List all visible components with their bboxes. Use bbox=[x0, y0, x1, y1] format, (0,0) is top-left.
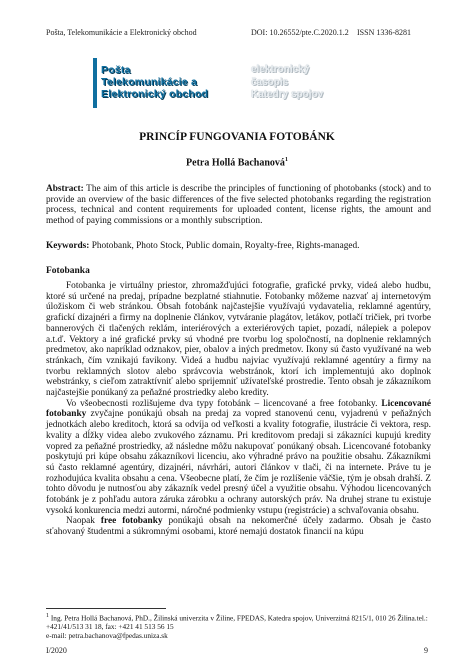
author bbox=[0, 157, 474, 168]
keywords bbox=[46, 241, 431, 252]
journal-logo bbox=[93, 58, 383, 110]
logo-line: Pošta bbox=[101, 64, 131, 76]
author-footnote-mark: 1 bbox=[284, 157, 288, 163]
logo-line: Telekomunikácie a bbox=[101, 76, 197, 88]
paragraph-2-bold: Licencované fotobanky bbox=[46, 398, 431, 420]
footnote-address bbox=[46, 612, 431, 632]
keywords-label: Keywords: bbox=[46, 241, 90, 251]
paragraph-3-rest: ponúkajú obsah na nekomerčné účely zadarmo. Obsah je často sťahovaný študentmi a súkromnými osobami, ktoré nemajú dostatok financií na kúpu bbox=[46, 516, 432, 538]
author-name: Petra Hollá Bachanová bbox=[186, 157, 285, 169]
footnote-rule bbox=[46, 608, 166, 609]
logo-line: Katedry spojov bbox=[251, 89, 324, 100]
page-number: 9 bbox=[424, 646, 428, 655]
doi: DOI: 10.26552/pte.C.2020.1.2 bbox=[251, 28, 349, 37]
logo-line: časopis bbox=[251, 76, 289, 88]
logo-accent-bar bbox=[93, 58, 97, 108]
paper-title: PRINCÍP FUNGOVANIA FOTOBÁNK bbox=[139, 131, 335, 143]
issn: ISSN 1336-8281 bbox=[357, 28, 412, 37]
logo-title bbox=[101, 64, 251, 104]
logo-subtitle bbox=[251, 64, 381, 104]
journal-name: Pošta, Telekomunikácie a Elektronický obchod bbox=[46, 28, 197, 37]
abstract-label: Abstract: bbox=[46, 184, 84, 194]
section-heading: Fotobanka bbox=[46, 266, 90, 276]
issue-number: I/2020 bbox=[46, 646, 67, 655]
paragraph-2-text: Vo všeobecnosti rozlišujeme dva typy fotobánk – licencované a free fotobanky. bbox=[66, 398, 382, 409]
body-text bbox=[46, 281, 431, 538]
paragraph-2-rest: zvyčajne ponúkajú obsah na predaj za vopred stanovenú cenu, vyjadrenú v peňažných jednotkách alebo kreditoch, ktorá sa odvíja od veľkosti a kvality fotografie, ilustrácie či vektora, resp. kvality a dĺžky videa alebo zvukového záznamu. Pri kreditovom predaji si zákazníci kupujú kredity vopred za peňažné prostriedky, až následne môžu nakupovať ponúkaný obsah. Licencované fotobanky poskytujú pri kúpe obsahu zákazníkovi licenciu, ako výhradné právo na použitie obsahu. Zákazníkmi sú často reklamné agentúry, dizajnéri, návrhári, autori článkov v tlači, či na internete. Práve tu je rozhodujúca kvalita obsahu a cena. Všeobecne platí, že čím je rozlíšenie väčšie, tým je obsah drahší. Z tohto dôvodu je nutnosťou aby zákazník vedel presný účel a využitie obsahu. Výhodou licencovaných fotobánk je z pohľadu autora záruka zárobku a ochrany autorských práv. Na druhej strane tu existuje vysoká konkurencia medzi autormi, náročné podmienky vstupu (registrácie) a schvaľovania obsahu. bbox=[46, 409, 431, 516]
paragraph-3-text: Naopak bbox=[66, 516, 101, 527]
paragraph-3 bbox=[46, 516, 431, 537]
logo-line: Elektronický obchod bbox=[101, 88, 209, 100]
keywords-text: Photobank, Photo Stock, Public domain, Royalty-free, Rights-managed. bbox=[89, 241, 360, 251]
footnote bbox=[46, 612, 431, 640]
paragraph-2 bbox=[46, 399, 431, 517]
footnote-text: Ing. Petra Hollá Bachanová, PhD., Žilinská univerzita v Žiline, FPEDAS, Katedra spojov, Univerzitná 8215/1, 010 26 Žilina.tel.: +421/41/513 31 18, fax: +421 41 513 56 15 bbox=[46, 613, 428, 632]
paragraph-3-bold: free fotobanky bbox=[100, 516, 163, 527]
abstract bbox=[46, 184, 431, 227]
paragraph-1: Fotobanka je virtuálny priestor, zhromažďujúci fotografie, grafické prvky, videá alebo hudbu, ktoré sú určené na predaj, prípadne bezplatné stiahnutie. Fotobanky môžeme nazvať aj internetovým úložiskom či web stránkou. Obsah fotobánk najčastejšie využívajú vydavatelia, reklamné agentúry, grafickí dizajnéri a firmy na doplnenie článkov, vytváranie plagátov, letákov, potlačí tričiek, pri tvorbe bannerových či tlačených reklám, interiérových a exteriérových tapiet, pozadí, nálepiek a polepov a.t.ď. Vektory a iné grafické prvky sú vhodné pre tvorbu log spoločností, na doplnenie reklamných predmetov, ako napríklad odznakov, pier, obalov a iných predmetov. Ikony sú často využívané na web stránkach, čím vznikajú favikony. Videá a hudbu najviac využívajú reklamné agentúry a firmy na tvorbu reklamných slotov alebo správcovia webstránok, ktorí ich implementujú ako doplnok webstránky, s cieľom zatraktívniť alebo sprijemniť užívateľské prostredie. Tento obsah je zákazníkom najčastejšie ponúkaný za peňažné prostriedky alebo kredity. bbox=[46, 281, 431, 399]
abstract-text: The aim of this article is describe the principles of functioning of photobanks (stock) and to provide an overview of the basic differences of the five selected photobanks regarding the registration process, technical and content requirements for uploaded content, license rights, the amount and method of paying commissions or a monthly subscription. bbox=[46, 184, 431, 227]
footnote-email: e-mail: petra.bachanova@fpedas.uniza.sk bbox=[46, 630, 168, 640]
logo-line: elektronický bbox=[251, 64, 310, 75]
footnote-mark: 1 bbox=[46, 613, 50, 619]
